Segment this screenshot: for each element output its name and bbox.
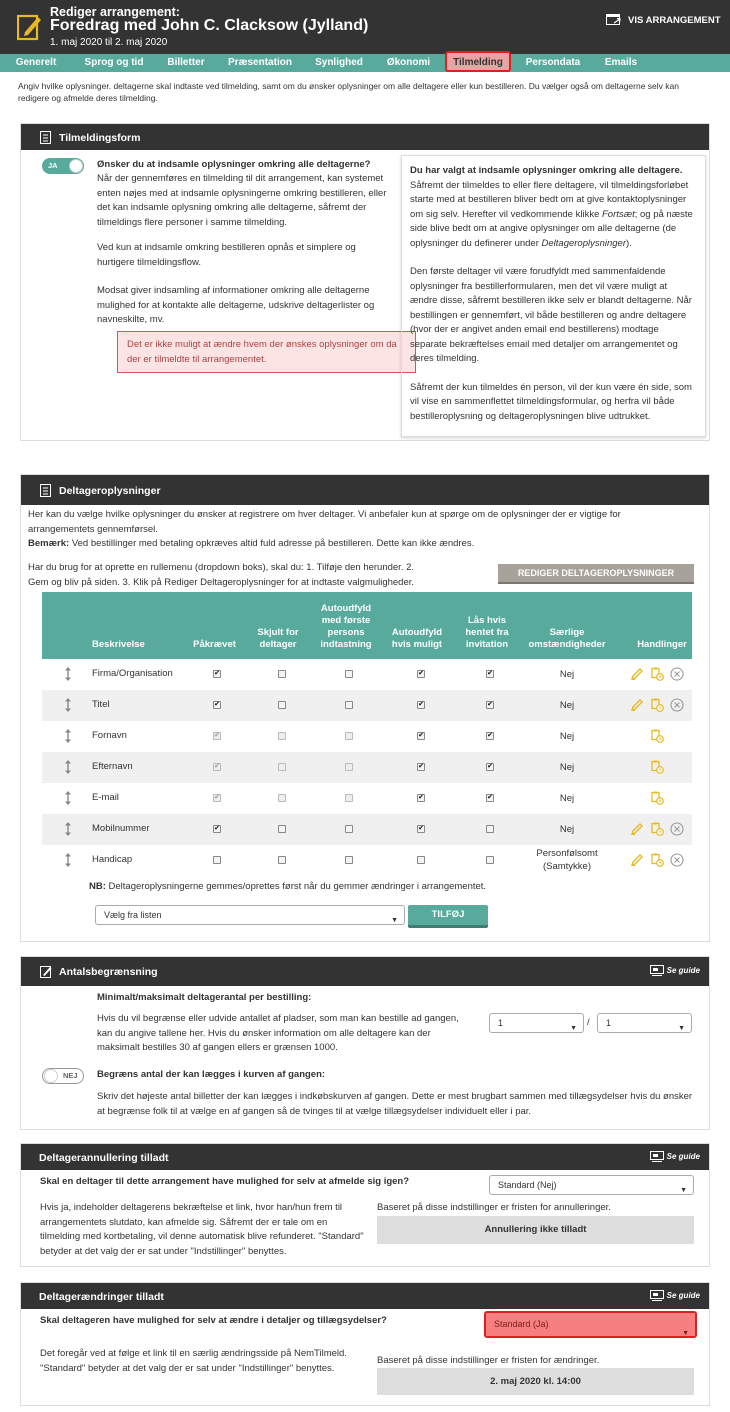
checkbox-auto[interactable]: ✔ bbox=[418, 732, 424, 739]
event-dates: 1. maj 2020 til 2. maj 2020 bbox=[50, 37, 168, 48]
guide-label: Se guide bbox=[666, 966, 700, 975]
min-max-text: Hvis du vil begrænse eller udvide antallet af pladser, som man kan bestille ad gangen, kan du angive tallene her. Hvis du ønsker information om alle deltagere kan der maksimalt bestilles 30 af gangen ellers er grænsen 1000. bbox=[97, 1013, 459, 1053]
cancel-result: Annullering ikke tilladt bbox=[377, 1216, 694, 1244]
panel-title: Deltageroplysninger bbox=[59, 485, 161, 497]
max-select[interactable] bbox=[597, 1013, 692, 1033]
special-circumstances: Personfølsomt (Samtykke) bbox=[536, 848, 598, 872]
chevron-down-icon: ▼ bbox=[678, 1025, 685, 1032]
tab-bar bbox=[0, 54, 730, 72]
min-max-heading: Minimalt/maksimalt deltagerantal per bestilling: bbox=[97, 992, 312, 1003]
chevron-down-icon: ▼ bbox=[682, 1329, 689, 1337]
info-heading: Du har valgt at indsamle oplysninger omkring alle deltagere. bbox=[410, 165, 683, 176]
info-p1: Såfremt der tilmeldes to eller flere deltagere, vil tilmeldingsforløbet starte med at bestilleren bliver bedt om at give kontaktoplysninger om sig selv. Herefter vil vedkommende klikke Fortsæt; og på næste side blive bedt om at angive oplysninger om alle deltagerne (de oplysninger du definerer under Deltageroplysninger). bbox=[410, 179, 693, 249]
guide-icon bbox=[650, 1151, 664, 1162]
tab-billetter[interactable]: Billetter bbox=[167, 57, 205, 68]
toggle-label: JA bbox=[48, 161, 58, 170]
delete-circle-icon[interactable] bbox=[670, 698, 684, 712]
checkbox-auto[interactable]: ✔ bbox=[418, 701, 424, 708]
checkbox-hidden[interactable] bbox=[278, 856, 286, 864]
change-result: 2. maj 2020 kl. 14:00 bbox=[377, 1368, 694, 1395]
checkbox-req[interactable] bbox=[213, 856, 221, 864]
col-paakraevet: Påkrævet bbox=[193, 639, 236, 650]
panel-title: Tilmeldingsform bbox=[59, 132, 141, 144]
checkbox-first[interactable] bbox=[345, 701, 353, 709]
guide-label: Se guide bbox=[666, 1152, 700, 1161]
max-value: 1 bbox=[606, 1018, 612, 1028]
info-box bbox=[401, 155, 706, 437]
checkbox-req: ✔ bbox=[214, 794, 220, 801]
toggle-knob bbox=[69, 159, 83, 173]
checkbox-first[interactable] bbox=[345, 856, 353, 864]
checkbox-req: ✔ bbox=[214, 732, 220, 739]
basket-text: Skriv det højeste antal billetter der kan lægges i indkøbskurven af gangen. Dette er mest brugbart sammen med tillægsydelser hvis du ønsker at begrænse folk til at vælge en af gangen så de tvinges til at vælge tillægsydelser individuelt eller i par. bbox=[97, 1091, 693, 1117]
tab-persondata[interactable]: Persondata bbox=[525, 57, 581, 68]
panel-header bbox=[21, 1283, 709, 1309]
info-p3: Såfremt der kun tilmeldes én person, vil der kun være én side, som vil vise en sammenflettet tilmeldingsformular, og herfra vil både bestilleroplysning og deltageroplysningen blive udtrukket. bbox=[410, 381, 692, 422]
table-row bbox=[42, 845, 692, 876]
checkbox-lock[interactable]: ✔ bbox=[487, 732, 493, 739]
deltager-note: Bemærk: Ved bestillinger med betaling opkræves altid fuld adresse på bestilleren. Dette kan ikke ændres. bbox=[28, 538, 475, 549]
edit-icon bbox=[40, 965, 52, 978]
table-row bbox=[42, 783, 692, 814]
min-max-separator: / bbox=[587, 1017, 590, 1028]
panel-title: Antalsbegrænsning bbox=[59, 966, 158, 978]
panel-header bbox=[21, 475, 709, 505]
tab-generelt[interactable]: Generelt bbox=[15, 57, 57, 68]
tab-synlighed[interactable]: Synlighed bbox=[315, 57, 363, 68]
copy-clock-icon[interactable] bbox=[650, 853, 664, 867]
col-beskrivelse: Beskrivelse bbox=[92, 639, 145, 650]
panel-title: Deltagerannullering tilladt bbox=[39, 1152, 169, 1164]
warning-box: Det er ikke muligt at ændre hvem der ønskes oplysninger om da der er tilmeldte til arrangementet. bbox=[117, 331, 416, 373]
guide-link[interactable] bbox=[650, 1151, 700, 1162]
checkbox-auto[interactable]: ✔ bbox=[418, 794, 424, 801]
checkbox-hidden[interactable] bbox=[278, 670, 286, 678]
change-text: Det foregår ved at følge et link til en særlig ændringsside på NemTilmeld. "Standard" betyder at det valg der er sat under "Indstillinger" benyttes. bbox=[40, 1348, 347, 1374]
select-value: Vælg fra listen bbox=[104, 910, 162, 920]
checkbox-lock[interactable] bbox=[486, 825, 494, 833]
col-saerlige: Særlige omstændigheder bbox=[528, 627, 606, 650]
copy-clock-icon[interactable] bbox=[650, 760, 664, 774]
change-select-value: Standard (Ja) bbox=[494, 1319, 549, 1329]
intro-text: Angiv hvilke oplysninger. deltagerne skal indtaste ved tilmelding, samt om du ønsker oplysninger om alle deltagere eller kun bestilleren. Du vælger også om deltagerne selv kan redigere og afmelde deres tilmelding. bbox=[18, 81, 679, 103]
special-circumstances: Nej bbox=[559, 762, 575, 773]
checkbox-lock[interactable]: ✔ bbox=[487, 701, 493, 708]
delete-circle-icon[interactable] bbox=[670, 667, 684, 681]
tab-oekonomi[interactable]: Økonomi bbox=[386, 57, 431, 68]
checkbox-auto[interactable]: ✔ bbox=[418, 825, 424, 832]
field-name: Fornavn bbox=[92, 730, 127, 741]
cancel-question: Skal en deltager til dette arrangement have mulighed for selv at afmelde sig igen? bbox=[40, 1176, 410, 1187]
cancel-text: Hvis ja, indeholder deltagerens bekræftelse et link, hvor han/hun frem til arrangementets slutdato, kan afmelde sig. Såfremt der er tale om en tilmelding med kortbetaling, vil denne automatisk blive refunderet. "Standard" betyder at det valg der er sat under "Indstillinger" benyttes. bbox=[40, 1202, 364, 1257]
edit-participant-info-button[interactable]: REDIGER DELTAGEROPLYSNINGER bbox=[498, 564, 694, 584]
pencil-icon[interactable] bbox=[630, 698, 644, 712]
table-row bbox=[42, 752, 692, 783]
drag-handle-icon[interactable] bbox=[63, 729, 73, 743]
drag-handle-icon[interactable] bbox=[63, 667, 73, 681]
toggle-knob bbox=[44, 1069, 58, 1083]
drag-handle-icon[interactable] bbox=[63, 853, 73, 867]
add-field-select[interactable] bbox=[95, 905, 405, 925]
external-window-icon bbox=[606, 14, 622, 26]
panel-aendringer bbox=[20, 1282, 710, 1406]
add-field-button[interactable]: TILFØJ bbox=[408, 905, 488, 928]
col-autoudfyld: Autoudfyld hvis muligt bbox=[391, 627, 443, 650]
col-handlinger: Handlinger bbox=[637, 639, 687, 650]
event-title: Foredrag med John C. Clacksow (Jylland) bbox=[50, 17, 369, 34]
info-p2: Den første deltager vil være forudfyldt med sammenfaldende oplysninger fra bestillerformularen, men det vil være muligt at ændre disse, såfremt bestilleren ikke selv er blandt deltagerne. Når bestillingen er gennemført, vil både bestilleren og andre deltagere (hvor der er angivet anden email end bestillerens) modtage separate bekræftelses email med detaljer om arrangementet og deres tilmelding. bbox=[410, 266, 692, 364]
special-circumstances: Nej bbox=[559, 824, 575, 835]
checkbox-hidden bbox=[278, 732, 286, 740]
view-event-button[interactable] bbox=[606, 13, 721, 27]
copy-clock-icon[interactable] bbox=[650, 822, 664, 836]
collect-question: Ønsker du at indsamle oplysninger omkring alle deltagerne? bbox=[97, 159, 371, 170]
copy-clock-icon[interactable] bbox=[650, 729, 664, 743]
chevron-down-icon: ▼ bbox=[570, 1025, 577, 1032]
copy-clock-icon[interactable] bbox=[650, 698, 664, 712]
drag-handle-icon[interactable] bbox=[63, 822, 73, 836]
basket-heading: Begræns antal der kan lægges i kurven af gangen: bbox=[97, 1069, 326, 1080]
panel-antalsbegraensning bbox=[20, 956, 710, 1130]
checkbox-lock[interactable]: ✔ bbox=[487, 794, 493, 801]
tab-sprog-og-tid[interactable]: Sprog og tid bbox=[84, 57, 144, 68]
field-name: Efternavn bbox=[92, 761, 133, 772]
collect-p2: Ved kun at indsamle omkring bestilleren opnås et simplere og hurtigere tilmeldingsflow. bbox=[97, 242, 356, 268]
checkbox-lock[interactable] bbox=[486, 856, 494, 864]
table-row bbox=[42, 721, 692, 752]
copy-clock-icon[interactable] bbox=[650, 791, 664, 805]
page-header bbox=[0, 0, 730, 54]
checkbox-first bbox=[345, 794, 353, 802]
change-select[interactable] bbox=[484, 1311, 697, 1338]
pencil-icon[interactable] bbox=[630, 853, 644, 867]
panel-tilmeldingsform bbox=[20, 123, 710, 441]
guide-link[interactable] bbox=[650, 1290, 700, 1301]
field-name: E-mail bbox=[92, 792, 119, 803]
nb-text: NB: Deltageroplysningerne gemmes/oprettes først når du gemmer ændringer i arrangementet. bbox=[89, 881, 487, 892]
checkbox-req[interactable]: ✔ bbox=[214, 825, 220, 832]
checkbox-auto[interactable]: ✔ bbox=[418, 763, 424, 770]
cancel-select[interactable] bbox=[489, 1175, 694, 1195]
copy-clock-icon[interactable] bbox=[650, 667, 664, 681]
collect-p1: Når der gennemføres en tilmelding til dit arrangement, kan systemet enten nøjes med at indsamle oplysningerne omkring bestilleren, eller det kan indsamle oplysning omkring alle deltagerne, såfremt der tilmeldings flere personer i samme tilmelding. bbox=[97, 173, 387, 228]
delete-circle-icon[interactable] bbox=[670, 853, 684, 867]
min-value: 1 bbox=[498, 1018, 504, 1028]
view-event-label: VIS ARRANGEMENT bbox=[628, 14, 721, 26]
checkbox-hidden[interactable] bbox=[278, 825, 286, 833]
guide-link[interactable] bbox=[650, 965, 700, 976]
change-question: Skal deltageren have mulighed for selv at ændre i detaljer og tillægsydelser? bbox=[40, 1315, 387, 1326]
cancel-basis: Baseret på disse indstillinger er fristen for annulleringer. bbox=[377, 1202, 611, 1213]
field-name: Titel bbox=[92, 699, 110, 710]
checkbox-req[interactable]: ✔ bbox=[214, 670, 220, 677]
basket-limit-toggle[interactable] bbox=[42, 1068, 84, 1084]
change-basis: Baseret på disse indstillinger er fristen for ændringer. bbox=[377, 1355, 600, 1366]
pencil-icon[interactable] bbox=[630, 667, 644, 681]
table-header bbox=[42, 592, 692, 659]
tab-emails[interactable]: Emails bbox=[604, 57, 638, 68]
special-circumstances: Nej bbox=[559, 731, 575, 742]
special-circumstances: Nej bbox=[559, 700, 575, 711]
field-name: Mobilnummer bbox=[92, 823, 150, 834]
guide-icon bbox=[650, 965, 664, 976]
tab-tilmelding[interactable]: Tilmelding bbox=[445, 51, 511, 72]
table-row bbox=[42, 814, 692, 845]
drag-handle-icon[interactable] bbox=[63, 791, 73, 805]
checkbox-req: ✔ bbox=[214, 763, 220, 770]
collect-p3: Modsat giver indsamling af informationer omkring alle deltagerne mulighed for at kontakte alle deltagerne, udskrive deltagerlister og navneskilte, mv. bbox=[97, 285, 375, 325]
table-row bbox=[42, 659, 692, 690]
checkbox-first bbox=[345, 732, 353, 740]
checkbox-auto[interactable]: ✔ bbox=[418, 670, 424, 677]
panel-header bbox=[21, 124, 709, 150]
special-circumstances: Nej bbox=[559, 793, 575, 804]
form-icon bbox=[40, 484, 52, 497]
guide-label: Se guide bbox=[666, 1291, 700, 1300]
checkbox-auto[interactable] bbox=[417, 856, 425, 864]
col-autoudfyld-first: Autoudfyld med første persons indtastning bbox=[320, 603, 372, 650]
checkbox-hidden bbox=[278, 794, 286, 802]
checkbox-first bbox=[345, 763, 353, 771]
guide-icon bbox=[650, 1290, 664, 1301]
special-circumstances: Nej bbox=[559, 669, 575, 680]
edit-event-icon bbox=[17, 13, 43, 41]
field-name: Firma/Organisation bbox=[92, 668, 173, 679]
panel-title: Deltagerændringer tilladt bbox=[39, 1291, 164, 1303]
deltager-p2: Har du brug for at oprette en rullemenu (dropdown boks), skal du: 1. Tilføje den herunder. 2. Gem og bliv på siden. 3. Klik på Rediger Deltageroplysninger for at indtaste valgmuligheder. bbox=[28, 562, 415, 588]
chevron-down-icon: ▼ bbox=[680, 1187, 687, 1194]
checkbox-hidden[interactable] bbox=[278, 701, 286, 709]
min-select[interactable] bbox=[489, 1013, 584, 1033]
checkbox-lock[interactable]: ✔ bbox=[487, 763, 493, 770]
checkbox-lock[interactable]: ✔ bbox=[487, 670, 493, 677]
checkbox-hidden bbox=[278, 763, 286, 771]
col-skjult: Skjult for deltager bbox=[257, 627, 299, 650]
deltager-p1: Her kan du vælge hvilke oplysninger du ønsker at registrere om hver deltager. Vi anbefaler kun at spørge om de oplysninger der er vigtige for arrangementets gennemførsel. bbox=[28, 509, 621, 535]
table-row bbox=[42, 690, 692, 721]
checkbox-req[interactable]: ✔ bbox=[214, 701, 220, 708]
chevron-down-icon: ▼ bbox=[391, 917, 398, 924]
toggle-label: NEJ bbox=[63, 1071, 78, 1080]
col-laas: Lås hvis hentet fra invitation bbox=[465, 615, 509, 650]
pencil-icon[interactable] bbox=[630, 822, 644, 836]
delete-circle-icon[interactable] bbox=[670, 822, 684, 836]
panel-header bbox=[21, 957, 709, 986]
checkbox-first[interactable] bbox=[345, 825, 353, 833]
panel-annullering bbox=[20, 1143, 710, 1267]
drag-handle-icon[interactable] bbox=[63, 760, 73, 774]
checkbox-first[interactable] bbox=[345, 670, 353, 678]
drag-handle-icon[interactable] bbox=[63, 698, 73, 712]
panel-header bbox=[21, 1144, 709, 1170]
form-icon bbox=[40, 131, 52, 144]
cancel-select-value: Standard (Nej) bbox=[498, 1180, 557, 1190]
field-name: Handicap bbox=[92, 854, 133, 865]
panel-deltageroplysninger bbox=[20, 474, 710, 942]
tab-praesentation[interactable]: Præsentation bbox=[228, 57, 292, 68]
header-subtitle: Rediger arrangement: bbox=[50, 5, 180, 19]
collect-all-toggle[interactable] bbox=[42, 158, 84, 174]
